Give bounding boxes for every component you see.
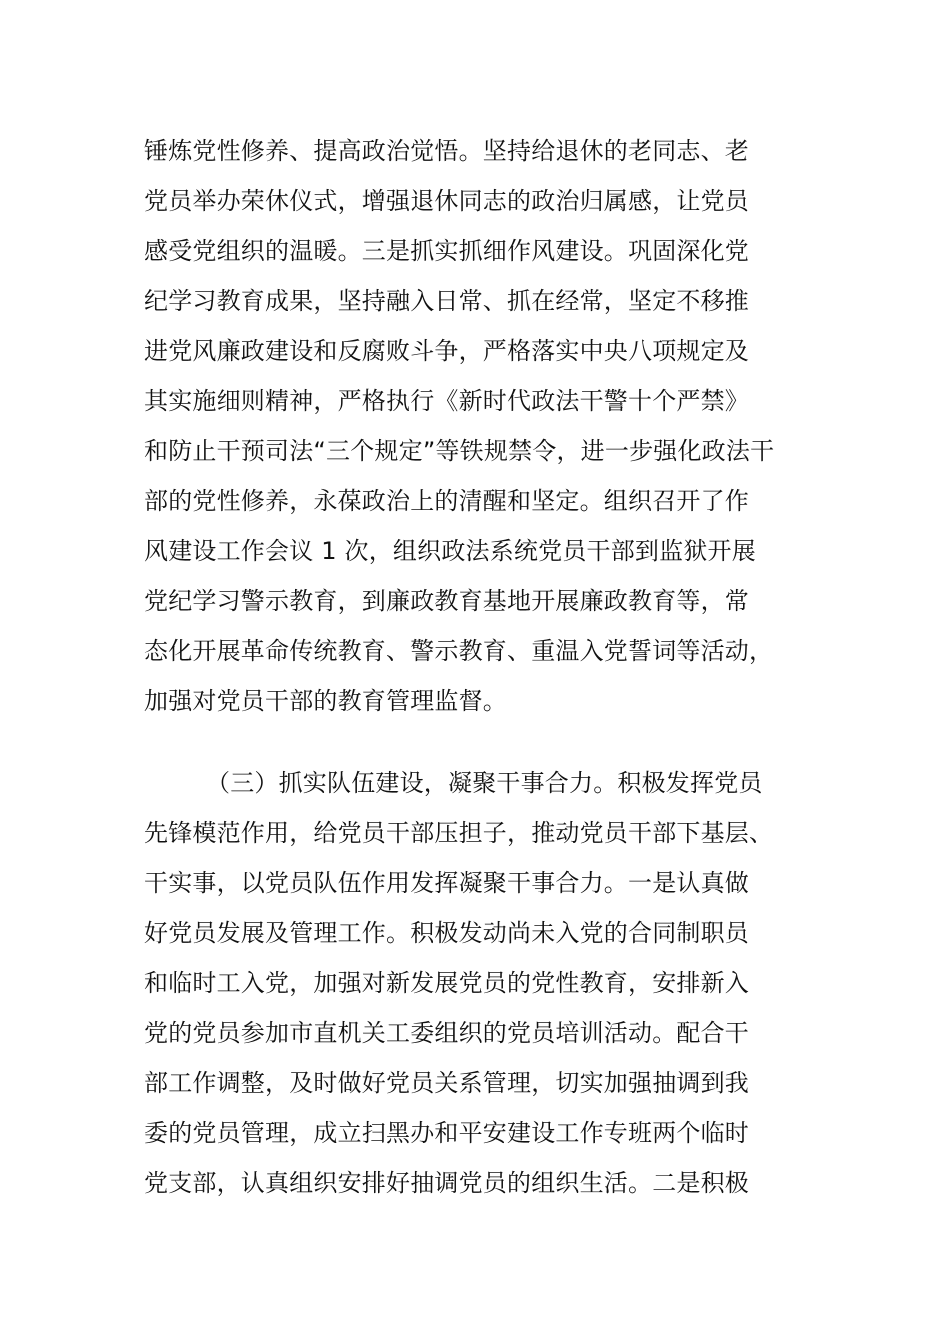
text-line: 党的党员参加市直机关工委组织的党员培训活动。配合干: [144, 1019, 749, 1047]
text-line: 加强对党员干部的教育管理监督。: [144, 687, 507, 715]
text-line: 干实事，以党员队伍作用发挥凝聚干事合力。一是认真做: [144, 869, 749, 897]
text-line: 其实施细则精神，严格执行《新时代政法干警十个严禁》: [144, 387, 749, 415]
text-line: 先锋模范作用，给党员干部压担子，推动党员干部下基层、: [144, 819, 774, 847]
text-line: 锤炼党性修养、提高政治觉悟。坚持给退休的老同志、老: [144, 137, 749, 165]
text-line: 委的党员管理，成立扫黑办和平安建设工作专班两个临时: [144, 1119, 749, 1147]
text-line: （三）抓实队伍建设，凝聚干事合力。积极发挥党员: [206, 769, 763, 797]
text-line: 党员举办荣休仪式，增强退休同志的政治归属感，让党员: [144, 187, 749, 215]
text-line: 和防止干预司法“三个规定”等铁规禁令，进一步强化政法干: [144, 437, 775, 465]
paragraph-1: [144, 126, 824, 726]
paragraph-2: [144, 758, 824, 1208]
text-line: 风建设工作会议 1 次，组织政法系统党员干部到监狱开展: [144, 537, 756, 565]
text-line: 党纪学习警示教育，到廉政教育基地开展廉政教育等，常: [144, 587, 749, 615]
text-line: 进党风廉政建设和反腐败斗争，严格落实中央八项规定及: [144, 337, 749, 365]
text-line: 部工作调整，及时做好党员关系管理，切实加强抽调到我: [144, 1069, 749, 1097]
text-line: 和临时工入党，加强对新发展党员的党性教育，安排新入: [144, 969, 749, 997]
text-line: 纪学习教育成果，坚持融入日常、抓在经常，坚定不移推: [144, 287, 749, 315]
text-line: 感受党组织的温暖。三是抓实抓细作风建设。巩固深化党: [144, 237, 749, 265]
text-line: 党支部，认真组织安排好抽调党员的组织生活。二是积极: [144, 1169, 749, 1197]
text-line: 好党员发展及管理工作。积极发动尚未入党的合同制职员: [144, 919, 749, 947]
text-line: 态化开展革命传统教育、警示教育、重温入党誓词等活动，: [144, 637, 774, 665]
text-line: 部的党性修养，永葆政治上的清醒和坚定。组织召开了作: [144, 487, 749, 515]
